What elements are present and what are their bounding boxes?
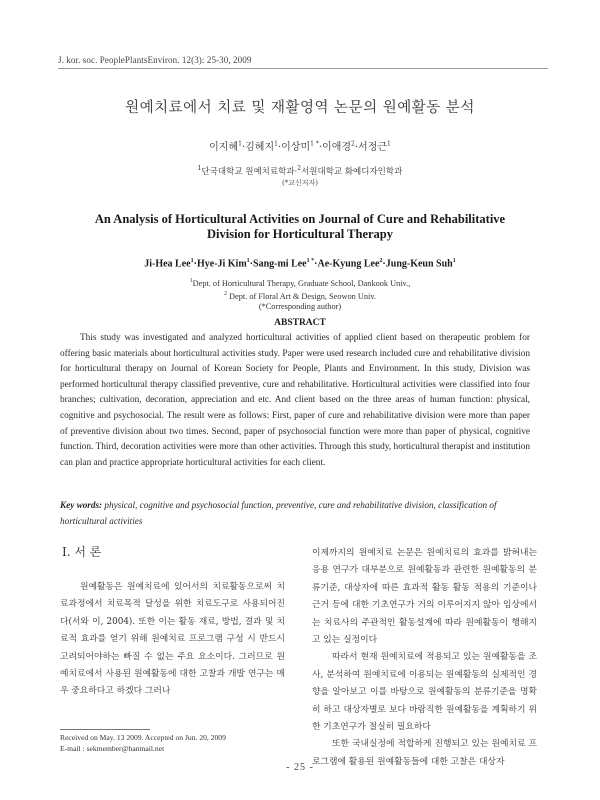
keywords-text: physical, cognitive and psychosocial function, preventive, cure and rehabilitative division, classification of horticultural activities [60,500,497,526]
page-number: - 25 - [286,762,314,773]
author-sup: 1 * [306,258,315,264]
english-authors: Ji-Hea Lee$^1$·Hye-Ji Kim$^1$·Sang-mi Lee$^{1 *}$·Ae-Kyung Lee$^2$·Jung-Keun Suh$^1$ [144,258,456,270]
english-title [0,212,600,242]
korean-affiliations: $^1$단국대학교 원예치료학과·$^2$서원대학교 화예디자인학과 [197,165,403,177]
author-sup: 1 [274,140,278,148]
footnote-received: Received on May. 13 2009. Accepted on Jun. 20, 2009 [60,733,226,742]
affil-text: 단국대학교 원예치료학과 [201,167,295,177]
english-title-line1: An Analysis of Horticultural Activities on Journal of Cure and Rehabilitative [94,212,506,226]
author-sup: 2 [379,258,383,264]
keywords [60,498,530,529]
korean-title: 원예치료에서 치료 및 재활영역 논문의 원예활동 분석 [125,100,475,116]
english-title-line2: Division for Horticultural Therapy [207,227,393,241]
affil-text: Dept. of Horticultural Therapy, Graduate School, Dankook Univ., [192,278,411,288]
author-name: 이지혜 [209,142,239,153]
right-column [312,545,537,771]
author-name: 이애경 [322,142,352,153]
intro-paragraph: 또한 국내실정에 적합하게 진행되고 있는 원예치료 프로그램에 활용된 원예활동들에 대한 고찰은 대상자 [312,739,537,767]
english-affil-line [0,289,600,302]
intro-paragraph: 원예활동은 원예치료에 있어서의 치료활동으로써 치료과정에서 치료목적 달성을 위한 치료도구로 사용되어진다(서와 이, 2004). 또한 이는 활동 재료, 방법, 결과 및 치료적 효과를 얻기 위해 원예치료 프로그램 구성 시 반드시 고려되어야하는 빠질 수 없는 주요 요소이다. 그러므로 원예치료에서 사용된 원예활동에 대한 고찰과 개발 연구는 매우 중요하다고 하겠다 그러나 [60,582,285,697]
author-name: 이상미 [281,142,311,153]
abstract-heading: ABSTRACT [274,318,326,328]
footnote [60,732,226,754]
header-rule [58,68,548,69]
abstract-body: This study was investigated and analyzed horticultural activities of applied client based on therapeutic problem for offering basic materials about horticultural activities study. Paper were used research included cure and rehabilitative division for horticultural therapy on Journal of Korean Society for People, Plants and Environment. In this study, Division was performed horticultural therapy classified preventive, cure and rehabilitative. Horticultural activities were classified into four branches; cultivation, decoration, appreciation and etc. And client based on the three areas of human function: physical, cognitive and psychosocial. The result were as follows: First, paper of cure and rehabilitative division were more than paper of preventive division about two times. Second, paper of psychosocial function were more than paper of physical, cognitive function. Third, decoration activities were more than other activities. Through this study, horticultural therapist and institution can plan and practice appropriate horticultural activities for each client. [60,333,530,468]
english-corresponding-note: (*Corresponding author) [258,301,342,311]
affil-sup: 1 [197,165,202,173]
author-name: Ji-Hea Lee [144,258,191,270]
korean-corresponding-note: (*교신저자) [281,179,318,187]
affil-text: Dept. of Floral Art & Design, Seowon Univ. [226,291,377,301]
author-name: Hye-Ji Kim [196,258,247,270]
footnote-rule [60,729,150,730]
affil-text: 서원대학교 화예디자인학과 [301,167,403,177]
affil-sup: 1 [189,278,193,284]
author-name: Jung-Keun Suh [385,258,453,270]
intro-paragraph: 이제까지의 원예치료 논문은 원예치료의 효과를 밝혀내는 응용 연구가 대부분으로 원예활동과 관련한 원예활동의 분류기준, 대상자에 따른 효과적 활동 활동 적용의 기준이나 근거 등에 대한 기초연구가 거의 이루어지지 않아 임상에서는 치료사의 주관적인 활동설계에 따라 원예활동이 행해지고 있는 실정이다 [312,548,537,646]
author-name: Sang-mi Lee [253,258,307,270]
author-sup: 1 * [310,140,319,148]
section-heading: Ⅰ. 서 론 [62,545,102,559]
english-affil-line [0,276,600,289]
keywords-label: Key words: [60,500,103,510]
author-name: 김혜지 [245,142,275,153]
affil-sup: 2 [297,165,302,173]
author-sup: 1 [452,258,456,264]
journal-reference: J. kor. soc. PeoplePlantsEnviron. 12(3): 25-30, 2009 [58,55,252,65]
english-affiliations [0,276,600,312]
author-sup: 1 [190,258,194,264]
korean-authors: 이지혜$^1$·김혜지$^1$·이상미$^{1 *}$·이애경$^2$·서정근$^1$ [209,140,391,153]
intro-paragraph: 따라서 현재 원예치료에 적용되고 있는 원예활동을 조사, 분석하여 원예치료에 이용되는 원예활동의 실제적인 경향을 알아보고 이를 바탕으로 원예활동의 분류기준을 명확히 하고 대상자별로 보다 바람직한 원예활동을 계획하기 위한 기초연구가 절실히 필요하다 [312,652,537,733]
author-sup: 2 [351,140,355,148]
author-sup: 1 [387,140,391,148]
footnote-email: E-mail : sekmember@hanmail.net [60,744,165,753]
author-sup: 1 [246,258,250,264]
author-name: 서정근 [358,142,388,153]
left-column [60,545,285,701]
affil-sup: 2 [223,290,227,297]
author-name: Ae-Kyung Lee [317,258,380,270]
author-sup: 1 [238,140,242,148]
